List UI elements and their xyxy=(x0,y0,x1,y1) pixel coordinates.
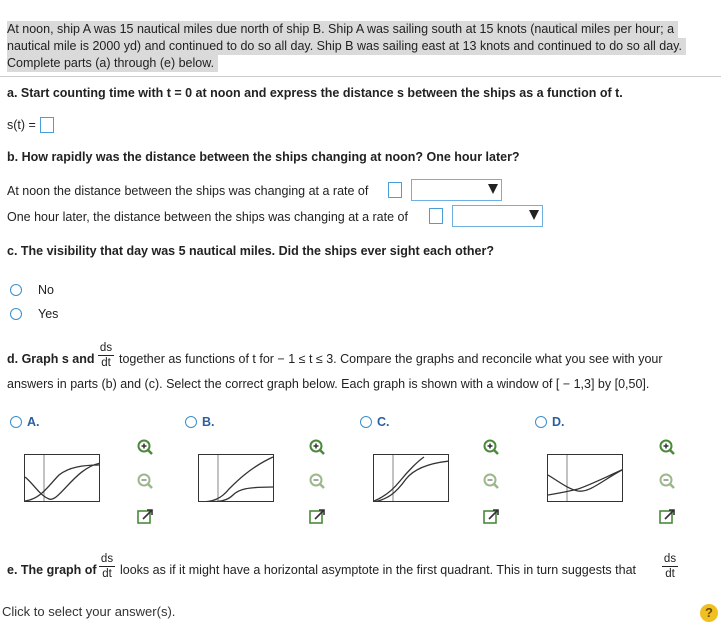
part-c-prompt: c. The visibility that day was 5 nautical miles. Did the ships ever sight each other? xyxy=(7,244,494,258)
option-b-label: B. xyxy=(202,415,215,429)
expand-icon xyxy=(135,507,155,527)
chevron-down-icon xyxy=(488,184,498,194)
graph-c[interactable] xyxy=(373,454,449,502)
hour-rate-units-select[interactable] xyxy=(452,205,543,227)
graph-d-expand-button[interactable] xyxy=(657,507,677,527)
graph-b-plot xyxy=(199,455,274,502)
noon-rate-label: At noon the distance between the ships was changing at a rate of xyxy=(7,184,369,198)
radio-yes[interactable] xyxy=(10,308,22,320)
s-of-t-answer-box[interactable] xyxy=(40,117,54,133)
ds-dt-fraction-e2 xyxy=(662,553,678,580)
zoom-out-icon xyxy=(135,472,155,492)
hour-rate-answer-box[interactable] xyxy=(429,208,443,224)
expand-icon xyxy=(307,507,327,527)
option-no-label: No xyxy=(38,283,54,297)
graph-c-zoom-in-button[interactable] xyxy=(481,438,501,458)
graph-b-expand-button[interactable] xyxy=(307,507,327,527)
part-a-prompt: a. Start counting time with t = 0 at noon and express the distance s between the ships as a function of t. xyxy=(7,86,623,100)
graph-d-plot xyxy=(548,455,623,502)
option-a-label: A. xyxy=(27,415,40,429)
part-d-line2: answers in parts (b) and (c). Select the correct graph below. Each graph is shown with a window of [ − 1,3] by [0,50]. xyxy=(7,377,650,391)
graph-d-zoom-out-button[interactable] xyxy=(657,472,677,492)
intro-line-2: nautical mile is 2000 yd) and continued to do so all day. Ship B was sailing east at 13 knots and continued to do so all day. xyxy=(7,38,686,55)
part-e-middle: looks as if it might have a horizontal asymptote in the first quadrant. This in turn suggests that xyxy=(120,563,637,577)
frac-num: ds xyxy=(663,553,677,565)
chevron-down-icon xyxy=(529,210,539,220)
graph-b[interactable] xyxy=(198,454,274,502)
frac-den: dt xyxy=(101,357,111,369)
graph-a-zoom-out-button[interactable] xyxy=(135,472,155,492)
graph-c-zoom-out-button[interactable] xyxy=(481,472,501,492)
zoom-in-icon xyxy=(657,438,677,458)
help-button[interactable]: ? xyxy=(700,604,718,622)
intro-line-1: At noon, ship A was 15 nautical miles due north of ship B. Ship A was sailing south at 15 knots (nautical miles per hour; a xyxy=(7,21,678,38)
divider xyxy=(0,76,721,77)
graph-d-zoom-in-button[interactable] xyxy=(657,438,677,458)
graph-b-zoom-out-button[interactable] xyxy=(307,472,327,492)
part-d-prefix: d. Graph s and xyxy=(7,352,95,366)
zoom-out-icon xyxy=(481,472,501,492)
part-a-label: s(t) = xyxy=(7,118,36,132)
zoom-in-icon xyxy=(135,438,155,458)
part-d-suffix: together as functions of t for − 1 ≤ t ≤ 3. Compare the graphs and reconcile what you see with your xyxy=(119,352,663,366)
hour-rate-label: One hour later, the distance between the ships was changing at a rate of xyxy=(7,210,408,224)
ds-dt-fraction xyxy=(98,342,114,369)
option-yes-label: Yes xyxy=(38,307,59,321)
zoom-out-icon xyxy=(307,472,327,492)
graph-a-zoom-in-button[interactable] xyxy=(135,438,155,458)
zoom-in-icon xyxy=(481,438,501,458)
graph-c-expand-button[interactable] xyxy=(481,507,501,527)
graph-a[interactable] xyxy=(24,454,100,502)
radio-no[interactable] xyxy=(10,284,22,296)
radio-option-b[interactable] xyxy=(185,416,197,428)
zoom-out-icon xyxy=(657,472,677,492)
zoom-in-icon xyxy=(307,438,327,458)
expand-icon xyxy=(481,507,501,527)
frac-den: dt xyxy=(102,568,112,580)
radio-option-c[interactable] xyxy=(360,416,372,428)
radio-option-a[interactable] xyxy=(10,416,22,428)
graph-a-expand-button[interactable] xyxy=(135,507,155,527)
problem-statement xyxy=(0,17,721,73)
graph-c-plot xyxy=(374,455,449,502)
part-e-prefix: e. The graph of xyxy=(7,563,97,577)
ds-dt-fraction-e xyxy=(99,553,115,580)
frac-num: ds xyxy=(100,553,114,565)
status-text: Click to select your answer(s). xyxy=(2,604,176,619)
intro-line-3: Complete parts (a) through (e) below. xyxy=(7,55,218,72)
noon-rate-units-select[interactable] xyxy=(411,179,502,201)
noon-rate-answer-box[interactable] xyxy=(388,182,402,198)
radio-option-d[interactable] xyxy=(535,416,547,428)
graph-a-plot xyxy=(25,455,100,502)
frac-den: dt xyxy=(665,568,675,580)
graph-b-zoom-in-button[interactable] xyxy=(307,438,327,458)
graph-d[interactable] xyxy=(547,454,623,502)
part-b-prompt: b. How rapidly was the distance between the ships changing at noon? One hour later? xyxy=(7,150,520,164)
expand-icon xyxy=(657,507,677,527)
option-d-label: D. xyxy=(552,415,565,429)
frac-num: ds xyxy=(99,342,113,354)
option-c-label: C. xyxy=(377,415,390,429)
